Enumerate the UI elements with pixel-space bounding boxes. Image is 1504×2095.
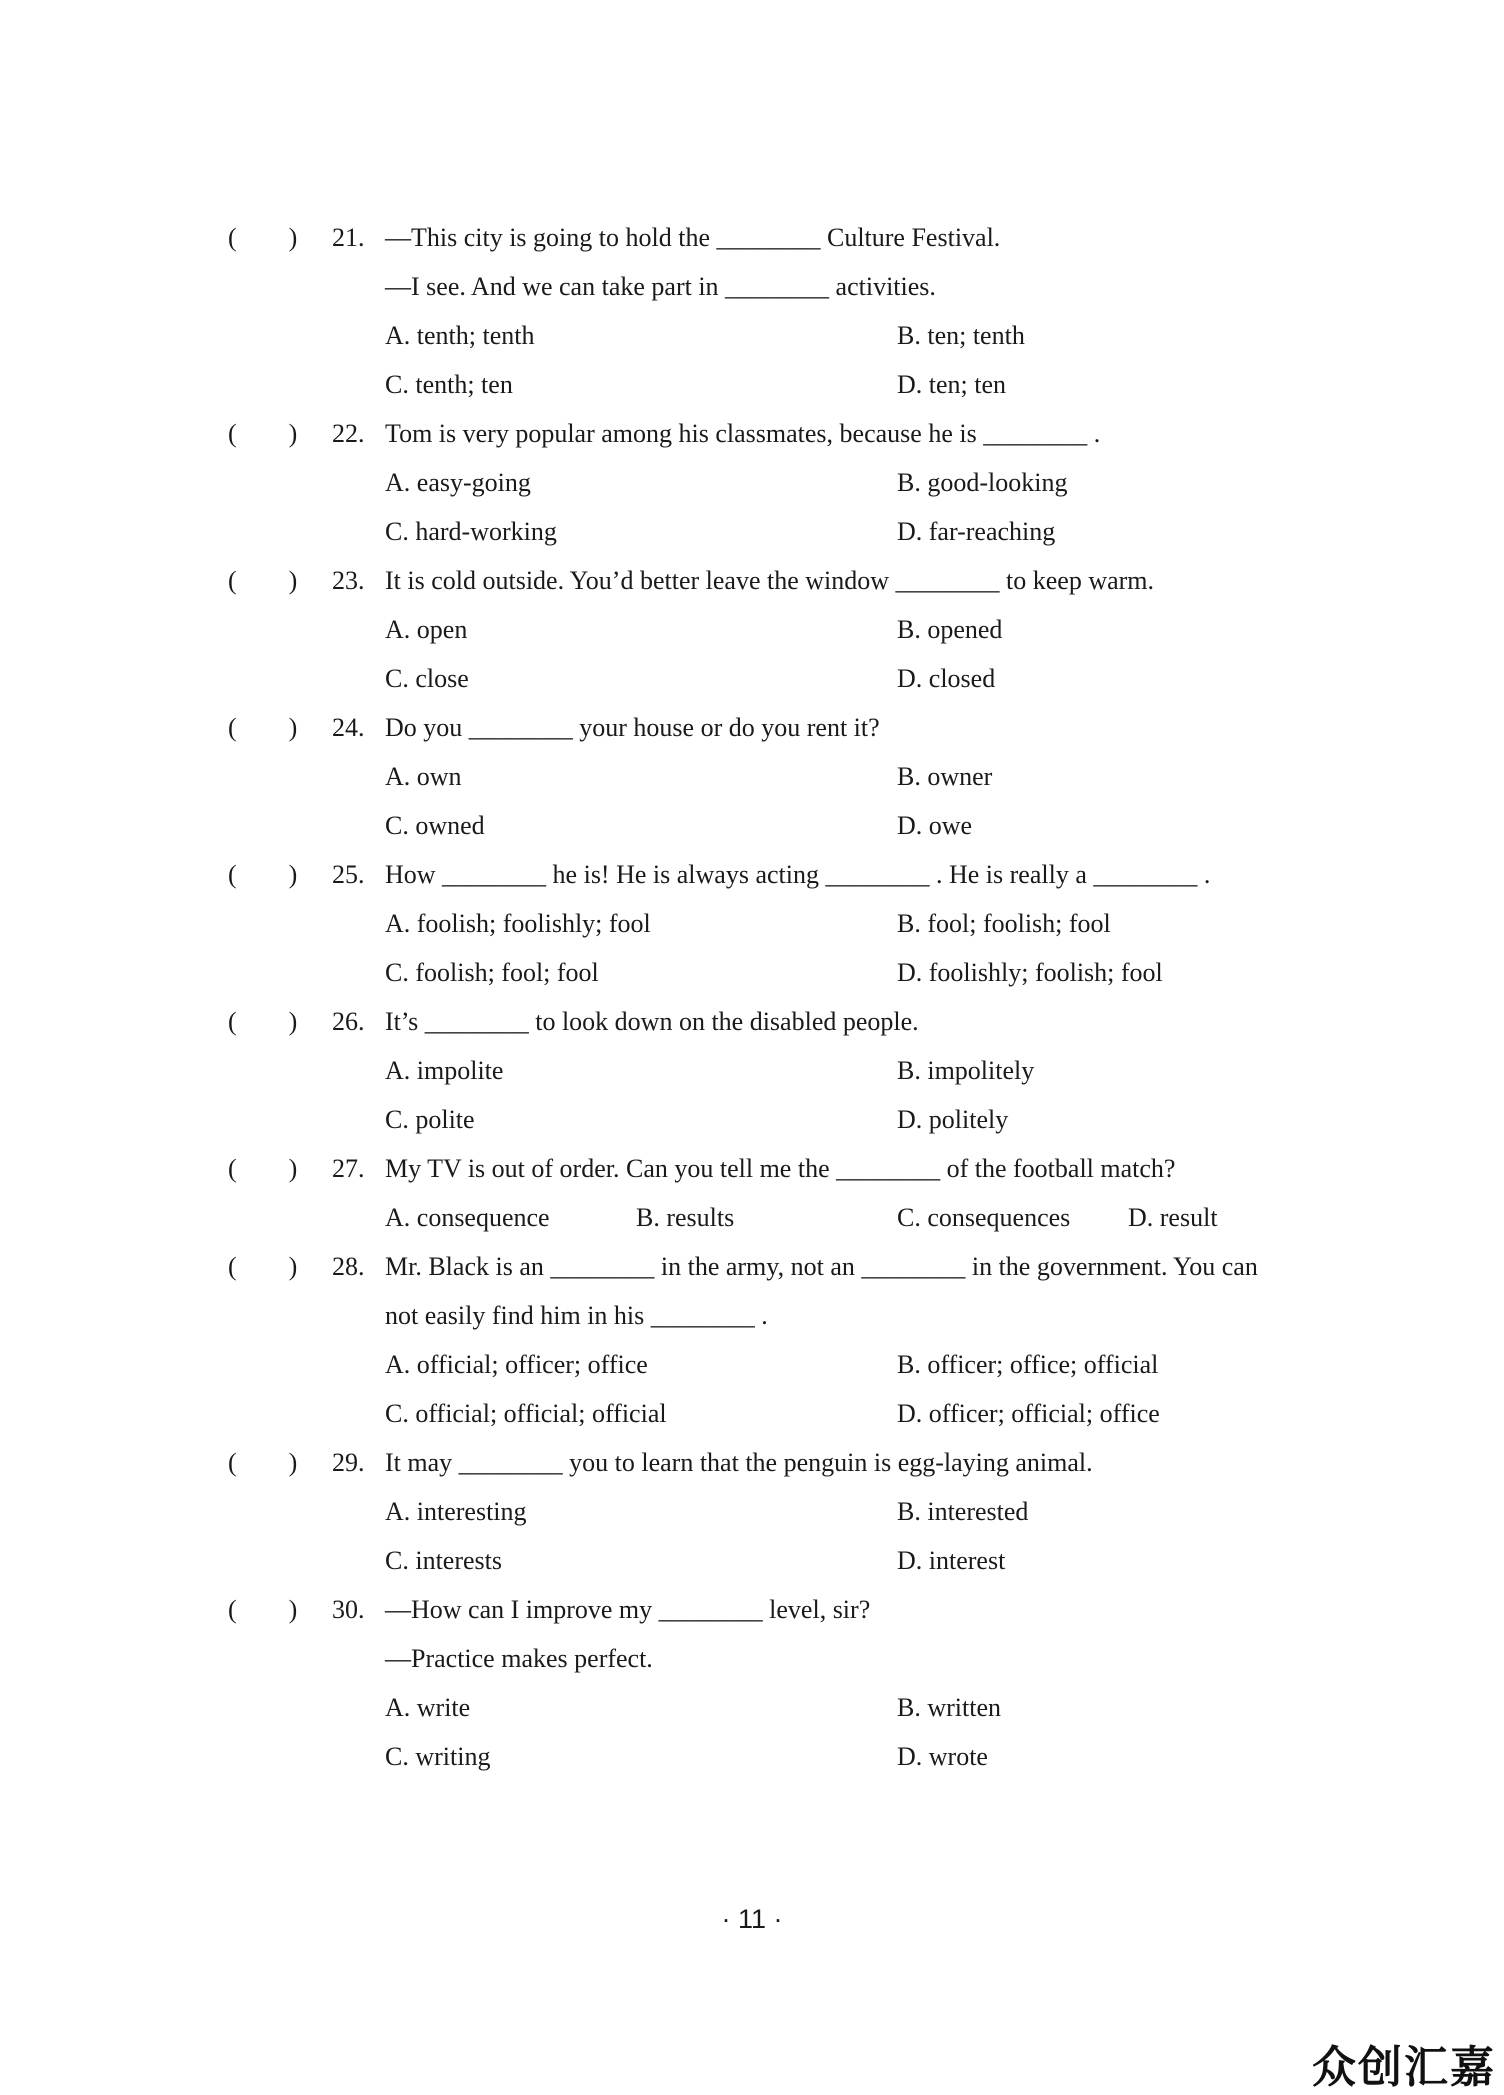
question-21-line-2 [228,262,1388,311]
question-24 [228,703,1388,752]
question-30-line-2 [228,1634,1388,1683]
option-a: A. write [385,1693,471,1722]
question-number: 30. [332,1595,365,1624]
question-stem: —How can I improve my ________ level, sir? [385,1595,871,1624]
options-row [228,801,1388,850]
option-a: A. open [385,615,468,644]
option-c: C. official; official; official [385,1399,667,1428]
question-number: 28. [332,1252,365,1281]
question-stem: Tom is very popular among his classmates, because he is ________ . [385,419,1101,448]
options-row [228,1046,1388,1095]
option-c: C. tenth; ten [385,370,513,399]
option-a: A. interesting [385,1497,527,1526]
question-number: 29. [332,1448,365,1477]
question-stem: It may ________ you to learn that the penguin is egg-laying animal. [385,1448,1093,1477]
answer-bracket[interactable]: ( ) [228,223,298,252]
option-c: C. owned [385,811,485,840]
option-d: D. ten; ten [897,370,1007,399]
answer-bracket[interactable]: ( ) [228,1595,298,1624]
question-number: 26. [332,1007,365,1036]
option-c: C. interests [385,1546,502,1575]
options-row [228,1487,1388,1536]
question-27 [228,1144,1388,1193]
option-c: C. foolish; fool; fool [385,958,599,987]
option-b: B. results [636,1203,735,1232]
question-number: 24. [332,713,365,742]
question-stem: It is cold outside. You’d better leave the window ________ to keep warm. [385,566,1155,595]
question-29 [228,1438,1388,1487]
option-c: C. polite [385,1105,475,1134]
answer-bracket[interactable]: ( ) [228,1252,298,1281]
question-stem: —Practice makes perfect. [385,1644,653,1673]
options-row [228,1732,1388,1781]
options-row [228,752,1388,801]
option-a: A. own [385,762,462,791]
question-number: 22. [332,419,365,448]
question-number: 21. [332,223,365,252]
answer-bracket[interactable]: ( ) [228,1154,298,1183]
question-stem: How ________ he is! He is always acting ________ . He is really a ________ . [385,860,1211,889]
options-row [228,948,1388,997]
option-c: C. consequences [897,1203,1071,1232]
option-a: A. consequence [385,1203,550,1232]
question-stem: It’s ________ to look down on the disabled people. [385,1007,919,1036]
question-stem: Mr. Black is an ________ in the army, not an ________ in the government. You can [385,1252,1258,1281]
option-b: B. written [897,1693,1001,1722]
options-row [228,1193,1388,1242]
options-row [228,507,1388,556]
question-number: 23. [332,566,365,595]
option-d: D. politely [897,1105,1009,1134]
option-b: B. interested [897,1497,1029,1526]
options-row [228,654,1388,703]
question-26 [228,997,1388,1046]
question-stem: —This city is going to hold the ________ Culture Festival. [385,223,1001,252]
question-22 [228,409,1388,458]
option-a: A. easy-going [385,468,531,497]
options-row [228,311,1388,360]
option-b: B. opened [897,615,1003,644]
option-d: D. interest [897,1546,1006,1575]
option-d: D. closed [897,664,996,693]
question-number: 27. [332,1154,365,1183]
answer-bracket[interactable]: ( ) [228,419,298,448]
options-row [228,1683,1388,1732]
option-d: D. owe [897,811,973,840]
question-list [228,213,1388,1781]
options-row [228,1389,1388,1438]
option-a: A. impolite [385,1056,504,1085]
option-d: D. result [1128,1203,1218,1232]
question-stem: Do you ________ your house or do you rent it? [385,713,880,742]
option-c: C. hard-working [385,517,557,546]
option-b: B. officer; office; official [897,1350,1159,1379]
option-b: B. impolitely [897,1056,1035,1085]
options-row [228,899,1388,948]
options-row [228,1095,1388,1144]
answer-bracket[interactable]: ( ) [228,1007,298,1036]
option-b: B. good-looking [897,468,1068,497]
question-stem: not easily find him in his ________ . [385,1301,768,1330]
options-row [228,605,1388,654]
option-d: D. far-reaching [897,517,1056,546]
option-c: C. writing [385,1742,491,1771]
option-d: D. officer; official; office [897,1399,1160,1428]
option-d: D. foolishly; foolish; fool [897,958,1163,987]
answer-bracket[interactable]: ( ) [228,566,298,595]
question-23 [228,556,1388,605]
options-row [228,360,1388,409]
answer-bracket[interactable]: ( ) [228,1448,298,1477]
question-28 [228,1242,1388,1291]
answer-bracket[interactable]: ( ) [228,860,298,889]
options-row [228,1340,1388,1389]
watermark-logo: 众创汇嘉 [1312,2042,1496,2093]
option-b: B. ten; tenth [897,321,1025,350]
options-row [228,458,1388,507]
question-21 [228,213,1388,262]
option-a: A. foolish; foolishly; fool [385,909,651,938]
question-stem: —I see. And we can take part in ________ activities. [385,272,936,301]
answer-bracket[interactable]: ( ) [228,713,298,742]
page-number: · 11 · [721,1904,783,1934]
question-25 [228,850,1388,899]
question-stem: My TV is out of order. Can you tell me the ________ of the football match? [385,1154,1176,1183]
option-d: D. wrote [897,1742,988,1771]
question-30 [228,1585,1388,1634]
question-28-line-2 [228,1291,1388,1340]
option-c: C. close [385,664,469,693]
option-a: A. official; officer; office [385,1350,648,1379]
option-a: A. tenth; tenth [385,321,535,350]
options-row [228,1536,1388,1585]
question-number: 25. [332,860,365,889]
option-b: B. owner [897,762,993,791]
option-b: B. fool; foolish; fool [897,909,1111,938]
